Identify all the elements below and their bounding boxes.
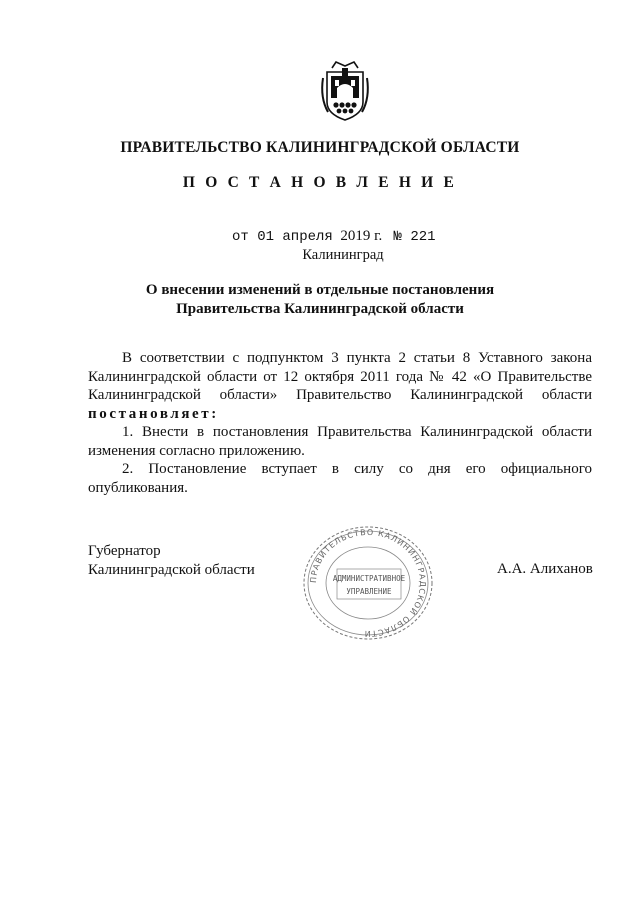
resolves-word: постановляет:: [88, 405, 219, 422]
signer-name: А.А. Алиханов: [497, 561, 593, 577]
document-date: от 01 апреля: [232, 229, 333, 245]
signer-role: [88, 542, 255, 580]
document-type: П О С Т А Н О В Л Е Н И Е: [182, 174, 458, 191]
signer-role-line: Калининградской области: [88, 562, 255, 578]
stamp-inner-text: УПРАВЛЕНИЕ: [346, 587, 392, 596]
body-line: опубликования.: [88, 479, 188, 496]
document-date-number: [232, 228, 436, 245]
document-city: Калининград: [302, 247, 384, 263]
body-line: В соответствии с подпунктом 3 пункта 2 статьи 8 Уставного закона: [122, 350, 592, 366]
stamp-inner-text: АДМИНИСТРАТИВНОЕ: [332, 574, 406, 583]
document-year: 2019 г.: [340, 228, 383, 244]
official-stamp: [301, 524, 435, 642]
signer-role-line: Губернатор: [88, 543, 161, 559]
body-line: изменения согласно приложению.: [88, 442, 305, 459]
government-title: ПРАВИТЕЛЬСТВО КАЛИНИНГРАДСКОЙ ОБЛАСТИ: [120, 139, 520, 156]
subject-line: О внесении изменений в отдельные постановления: [145, 282, 495, 298]
kaliningrad-coat-of-arms-icon: [318, 58, 372, 122]
body-line: 2. Постановление вступает в силу со дня его официального: [122, 461, 592, 477]
body-line: 1. Внести в постановления Правительства Калининградской области: [122, 424, 592, 440]
document-subject: [0, 281, 640, 319]
subject-line: Правительства Калининградской области: [176, 301, 464, 317]
stamp-ring-text: ПРАВИТЕЛЬСТВО КАЛИНИНГРАДСКОЙ ОБЛАСТИ: [308, 527, 428, 639]
document-body: [88, 349, 592, 497]
body-line: Калининградской области от 12 октября 2011 года № 42 «О Правительстве: [88, 368, 592, 385]
body-line: Калининградской области» Правительство Калининградской области: [88, 387, 592, 403]
document-number: № 221: [393, 229, 436, 245]
